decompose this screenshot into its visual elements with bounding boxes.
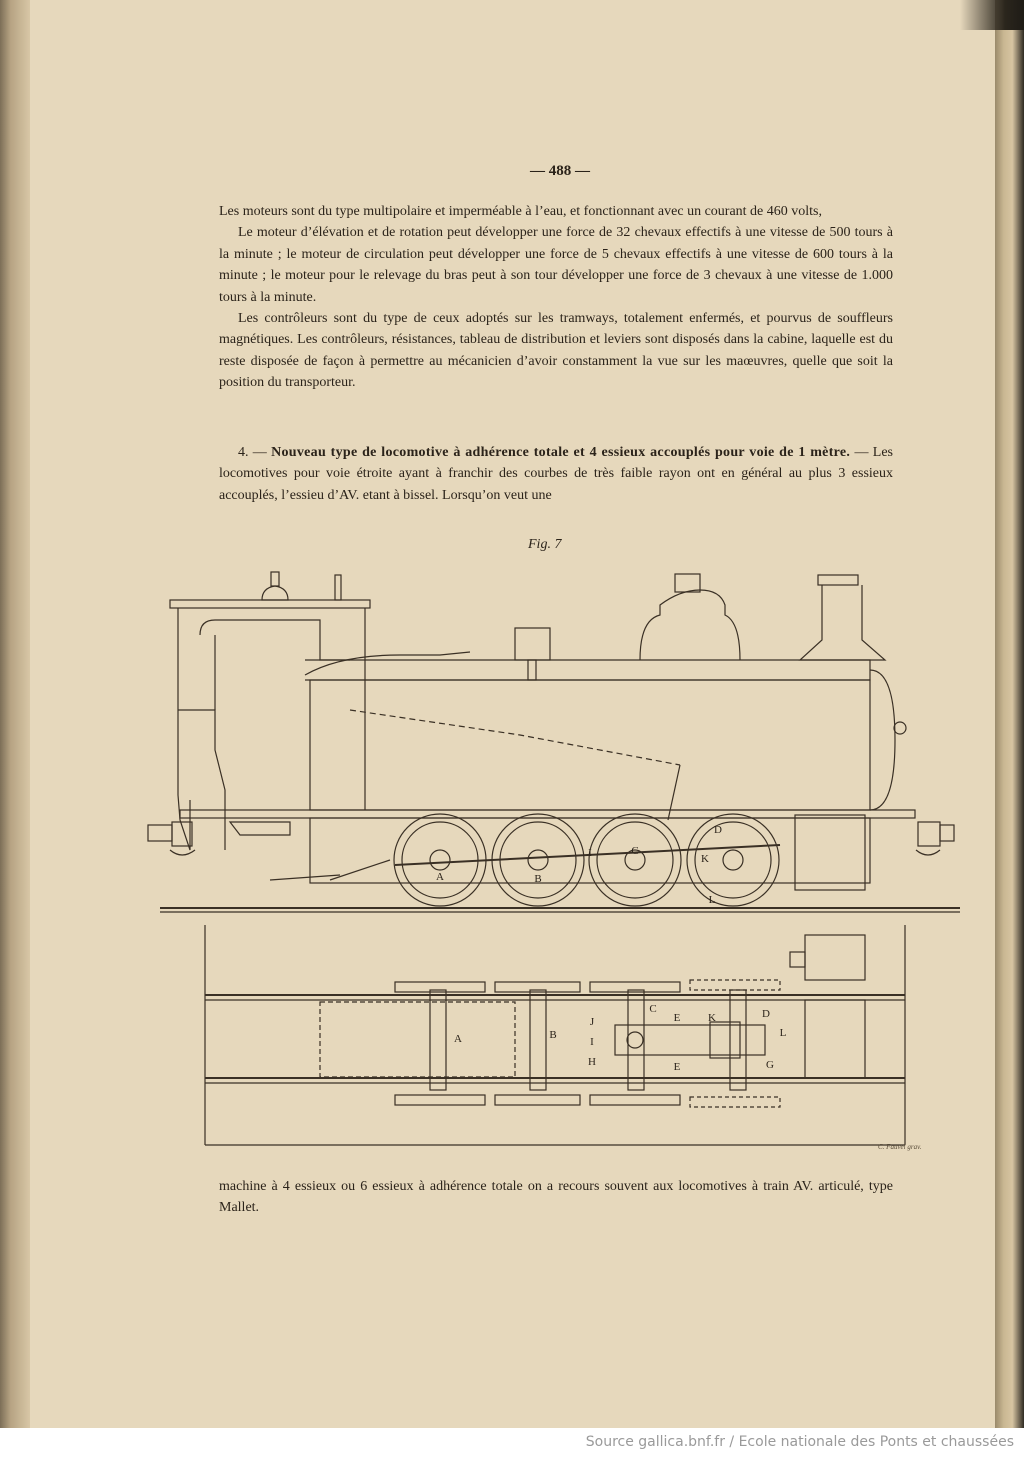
source-link[interactable]: Source gallica.bnf.fr / Ecole nationale des Ponts et chaussées bbox=[585, 1434, 1014, 1450]
paragraph-1: Les moteurs sont du type multipolaire et imperméable à l’eau, et fonctionnant avec un courant de 460 volts, bbox=[219, 204, 822, 219]
section-paragraph bbox=[219, 442, 893, 506]
running-board bbox=[180, 810, 915, 818]
label-elev-d: D bbox=[714, 824, 722, 836]
locomotive-drawing bbox=[140, 560, 980, 1160]
label-elev-c: C bbox=[631, 845, 639, 857]
continuation-block bbox=[219, 1176, 893, 1219]
boiler-top bbox=[305, 660, 870, 680]
firebox-outline bbox=[320, 1002, 515, 1077]
label-plan-g: G bbox=[766, 1059, 774, 1071]
label-plan-c: C bbox=[649, 1003, 657, 1015]
steam-dome bbox=[640, 590, 740, 660]
chimney-cap bbox=[818, 575, 858, 585]
label-plan-j: J bbox=[589, 1016, 595, 1028]
body-text-block bbox=[219, 201, 893, 394]
label-plan-e-top: E bbox=[673, 1012, 681, 1024]
section-text: — Les locomotives pour voie étroite ayant à franchir des courbes de très faible rayon ont en général au plus 3 essieux accouplés, l’essieu d’AV. etant à bissel. Lorsqu’on veut une bbox=[219, 445, 894, 503]
figure-caption: Fig. 7 bbox=[528, 537, 562, 552]
label-elev-b: B bbox=[534, 873, 542, 885]
label-plan-e-bottom: E bbox=[673, 1061, 681, 1073]
source-footer bbox=[0, 1428, 1024, 1457]
label-elev-i: I bbox=[588, 847, 592, 859]
section-block bbox=[219, 442, 893, 506]
cab-window bbox=[200, 620, 350, 660]
label-plan-k: K bbox=[708, 1012, 716, 1024]
paragraph-3: Les contrôleurs sont du type de ceux adoptés sur les tramways, totalement enfermés, et pourvus de souffleurs magnétiques. Les contrôleurs, résistances, tableau de distribution et leviers sont disposés dans la cabine, laquelle est du reste disposée de façon à permettre au mécanicien d’avoir constamment la vue sur les maœuvres, quelle que soit la position du transporteur. bbox=[219, 311, 893, 391]
paragraph-2: Le moteur d’élévation et de rotation peut développer une force de 32 chevaux effectifs à une vitesse de 500 tours à la minute ; le moteur de circulation peut développer une force de 5 chevaux effectifs à une vitesse de 600 tours à la minute ; le moteur pour le relevage du bras peut à son tour développer une force de 3 chevaux à une vitesse de 1.000 tours à la minute. bbox=[219, 225, 893, 305]
page-number: — 488 — bbox=[530, 163, 590, 179]
chimney bbox=[800, 585, 885, 660]
label-plan-h: H bbox=[588, 1056, 596, 1068]
book-shadow bbox=[960, 0, 1024, 30]
label-plan-l: L bbox=[779, 1027, 787, 1039]
label-elev-a: A bbox=[436, 871, 444, 883]
cab-roof bbox=[170, 600, 370, 608]
label-plan-a: A bbox=[454, 1033, 462, 1045]
side-tank bbox=[310, 680, 870, 810]
section-number: 4. — bbox=[238, 445, 267, 460]
label-plan-d: D bbox=[762, 1008, 770, 1020]
label-elev-k: K bbox=[701, 853, 709, 865]
label-elev-l: L bbox=[708, 894, 716, 906]
book-fore-edge bbox=[995, 0, 1024, 1428]
section-title: Nouveau type de locomotive à adhérence totale et 4 essieux accouplés pour voie de 1 mètre. bbox=[271, 445, 851, 460]
continuation-text: machine à 4 essieux ou 6 essieux à adhérence totale on a recours souvent aux locomotives à train AV. articulé, type Mallet. bbox=[219, 1179, 893, 1216]
label-plan-i: I bbox=[590, 1036, 594, 1048]
book-gutter bbox=[0, 0, 30, 1428]
label-plan-b: B bbox=[549, 1029, 557, 1041]
engraver-signature: C. Fauvel grav. bbox=[878, 1143, 922, 1151]
